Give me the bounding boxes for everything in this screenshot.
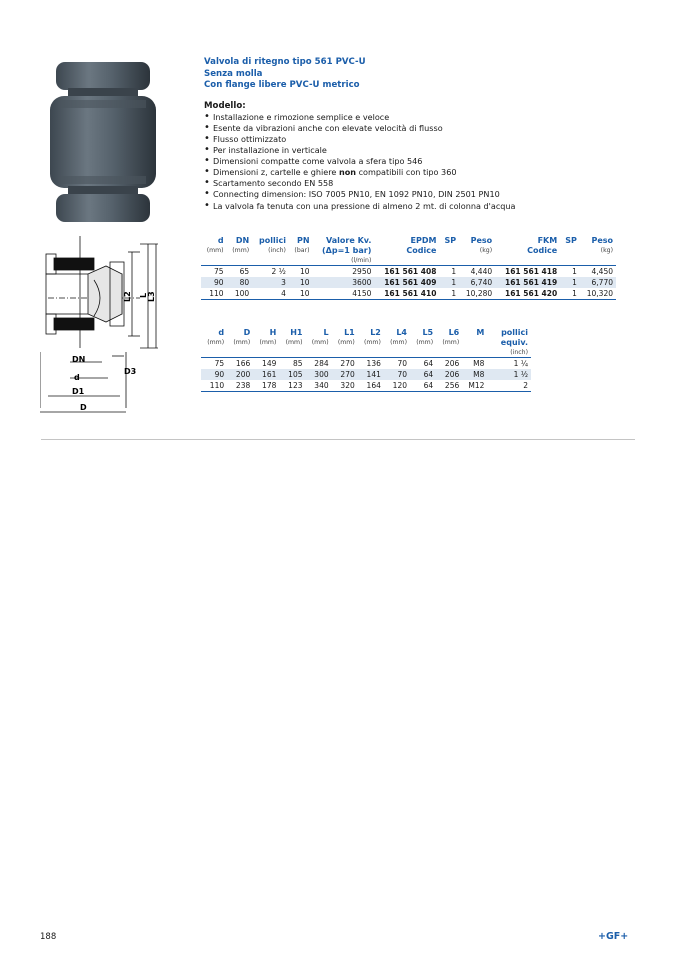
table-cell: 284: [306, 358, 332, 370]
table-cell: 270: [332, 369, 358, 380]
table-cell: 64: [410, 358, 436, 370]
table-cell: 110: [201, 288, 227, 300]
table-cell: 75: [201, 266, 227, 278]
drawing-label-l: L: [139, 292, 148, 298]
table-cell: 65: [227, 266, 253, 278]
table-cell: 1 ½: [487, 369, 531, 380]
table-cell: 256: [436, 380, 462, 392]
drawing-label-d1: D1: [72, 387, 85, 396]
table-cell: 270: [332, 358, 358, 370]
drawing-label-dn: DN: [72, 355, 86, 364]
page-number: 188: [40, 932, 57, 942]
section-divider: [41, 439, 635, 440]
table-cell: 70: [384, 369, 410, 380]
table-row: [201, 369, 531, 380]
table-cell: 3: [252, 277, 289, 288]
table-cell: 80: [227, 277, 253, 288]
list-item: • Flusso ottimizzato: [204, 134, 644, 145]
table-cell: 1: [560, 266, 580, 278]
table-cell: 1: [439, 277, 459, 288]
table-cell: 161 561 419: [495, 277, 560, 288]
model-heading: Modello:: [204, 100, 246, 111]
table-cell: 64: [410, 369, 436, 380]
table-cell: 10: [289, 266, 313, 278]
list-item: • Installazione e rimozione semplice e veloce: [204, 112, 644, 123]
table-cell: 2950: [313, 266, 375, 278]
table-row: [201, 266, 616, 278]
table-cell: 120: [384, 380, 410, 392]
table-cell: 178: [253, 380, 279, 392]
table-cell: 1: [439, 266, 459, 278]
gf-logo: +GF+: [598, 931, 629, 942]
table-cell: 2: [487, 380, 531, 392]
column-header: EPDM Codice: [406, 236, 437, 255]
table-cell: 4,440: [459, 266, 495, 278]
table-cell: 64: [410, 380, 436, 392]
list-item: • Scartamento secondo EN 558: [204, 178, 644, 189]
table-cell: 90: [201, 369, 227, 380]
column-header: pollici (inch): [259, 236, 286, 254]
list-item: • Per installazione in verticale: [204, 145, 644, 156]
table-cell: 206: [436, 358, 462, 370]
column-header: pollici equiv. (inch): [500, 328, 528, 356]
drawing-label-l2: L2: [123, 291, 132, 302]
table-cell: 149: [253, 358, 279, 370]
column-header: L (mm): [311, 328, 329, 346]
column-header: H (mm): [259, 328, 277, 346]
list-item: • Esente da vibrazioni anche con elevate velocità di flusso: [204, 123, 644, 134]
table-cell: 1: [560, 288, 580, 300]
column-header: M: [476, 328, 485, 337]
list-item: • Dimensioni compatte come valvola a sfera tipo 546: [204, 156, 644, 167]
table-cell: 238: [227, 380, 253, 392]
order-codes-table: [201, 236, 616, 300]
column-header: Valore Kv. (Δp=1 bar) (l/min): [322, 236, 372, 264]
list-item: • Connecting dimension: ISO 7005 PN10, EN 1092 PN10, DIN 2501 PN10: [204, 189, 644, 200]
table-cell: 10,320: [580, 288, 616, 300]
table-cell: 10: [289, 277, 313, 288]
drawing-label-d3: D3: [124, 367, 137, 376]
column-header: d (mm): [207, 328, 225, 346]
table-cell: 1: [560, 277, 580, 288]
table-row: [201, 288, 616, 300]
product-subtitle-line: Senza molla: [204, 68, 263, 79]
column-header: L6 (mm): [442, 328, 460, 346]
dimensions-table: [201, 328, 531, 392]
table-cell: 136: [358, 358, 384, 370]
table-cell: 166: [227, 358, 253, 370]
column-header: L5 (mm): [416, 328, 434, 346]
table-cell: 70: [384, 358, 410, 370]
table-cell: 161 561 408: [374, 266, 439, 278]
drawing-label-l3: L3: [147, 291, 156, 302]
table-row: [201, 277, 616, 288]
column-header: D (mm): [233, 328, 251, 346]
table-cell: 300: [306, 369, 332, 380]
table-cell: 340: [306, 380, 332, 392]
table-cell: 206: [436, 369, 462, 380]
column-header: L1 (mm): [337, 328, 355, 346]
table-cell: 4,450: [580, 266, 616, 278]
table-cell: M12: [462, 380, 487, 392]
column-header: L4 (mm): [390, 328, 407, 346]
table-cell: 1: [439, 288, 459, 300]
table-cell: 10: [289, 288, 313, 300]
table-cell: 4150: [313, 288, 375, 300]
column-header: PN (bar): [294, 236, 310, 254]
product-title-line: Valvola di ritegno tipo 561 PVC-U: [204, 57, 366, 67]
table-cell: 100: [227, 288, 253, 300]
table-cell: 164: [358, 380, 384, 392]
column-header: DN (mm): [232, 236, 250, 254]
table-cell: 1 ¼: [487, 358, 531, 370]
table-cell: 90: [201, 277, 227, 288]
column-header: d (mm): [206, 236, 224, 254]
table-cell: 141: [358, 369, 384, 380]
technical-drawing: [40, 236, 196, 426]
table-cell: 75: [201, 358, 227, 370]
table-cell: 2 ½: [252, 266, 289, 278]
column-header: Peso (kg): [470, 236, 493, 254]
list-item: • La valvola fa tenuta con una pressione di almeno 2 mt. di colonna d'acqua: [204, 201, 644, 212]
column-header: SP: [444, 236, 457, 245]
table-cell: 161: [253, 369, 279, 380]
table-row: [201, 380, 531, 392]
column-header: Peso (kg): [591, 236, 613, 254]
drawing-label-D: D: [80, 403, 87, 412]
product-subtitle-line: Con flange libere PVC-U metrico: [204, 80, 360, 91]
table-cell: 110: [201, 380, 227, 392]
table-cell: 3600: [313, 277, 375, 288]
table-cell: 161 561 409: [374, 277, 439, 288]
table-cell: 320: [332, 380, 358, 392]
valve-photo: [48, 60, 158, 225]
table-cell: 161 561 418: [495, 266, 560, 278]
table-cell: 10,280: [459, 288, 495, 300]
feature-list: [204, 112, 644, 212]
list-item: • Dimensioni z, cartelle e ghiere non compatibili con tipo 360: [204, 167, 644, 178]
table-cell: 85: [279, 358, 305, 370]
column-header: H1 (mm): [285, 328, 303, 346]
table-cell: 6,740: [459, 277, 495, 288]
column-header: FKM Codice: [527, 236, 558, 255]
table-row: [201, 358, 531, 370]
product-description: [204, 57, 644, 212]
table-cell: 6,770: [580, 277, 616, 288]
table-cell: 4: [252, 288, 289, 300]
table-cell: 105: [279, 369, 305, 380]
table-cell: 161 561 410: [374, 288, 439, 300]
table-cell: 161 561 420: [495, 288, 560, 300]
table-cell: M8: [462, 358, 487, 370]
column-header: SP: [565, 236, 577, 245]
table-cell: 123: [279, 380, 305, 392]
table-cell: 200: [227, 369, 253, 380]
drawing-label-d: d: [74, 373, 80, 382]
column-header: L2 (mm): [363, 328, 381, 346]
table-cell: M8: [462, 369, 487, 380]
